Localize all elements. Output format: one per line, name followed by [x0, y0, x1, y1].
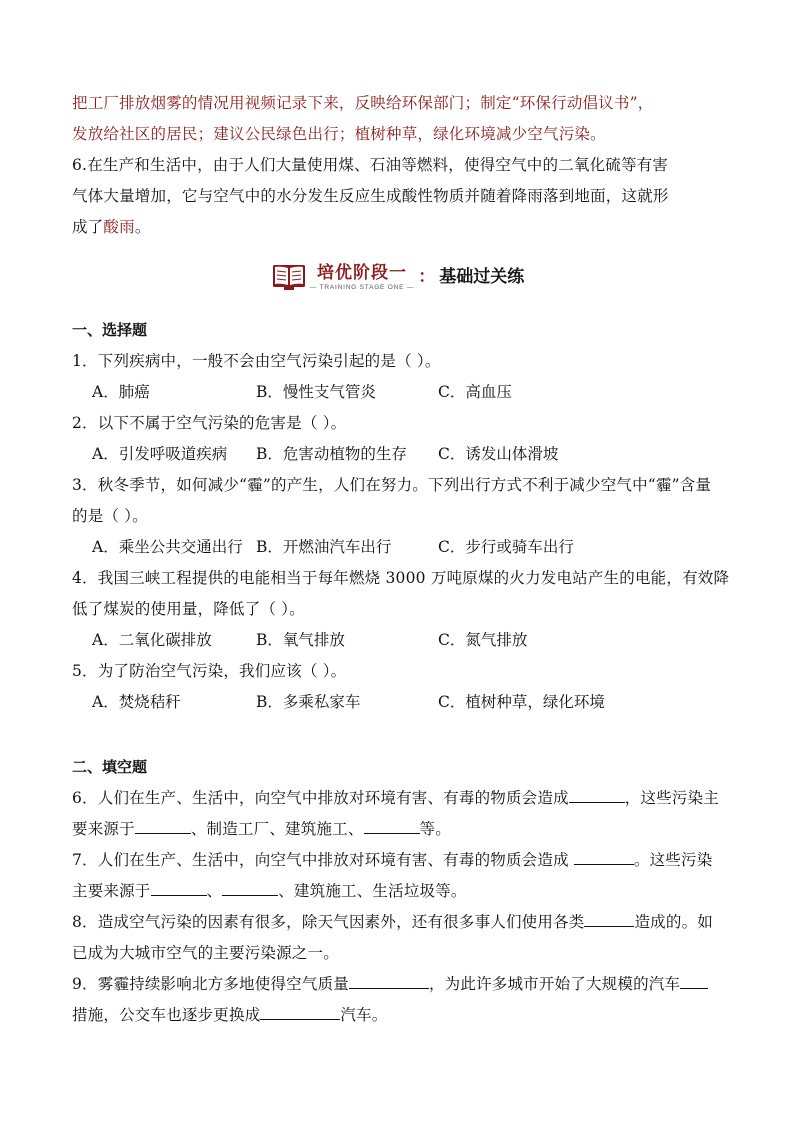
stage-colon: ： — [418, 267, 436, 287]
fq7-blank-3[interactable] — [222, 879, 278, 896]
question-4: 4．我国三峡工程提供的电能相当于每年燃烧 3000 万吨原煤的火力发电站产生的电能，有效降 — [72, 569, 730, 587]
fq6-part3: 要来源于 — [72, 820, 135, 838]
fill-question-9-cont — [72, 1000, 724, 1031]
question-3-options — [72, 532, 724, 563]
fq7-blank-2[interactable] — [151, 879, 207, 896]
fq6-part2: ，这些污染主 — [624, 789, 719, 807]
q5-option-c[interactable]: C．植树种草，绿化环境 — [438, 693, 605, 711]
stage-subtitle: — TRAINING STAGE ONE — — [309, 283, 415, 291]
fq7-blank-1[interactable] — [574, 848, 634, 865]
section-gap — [72, 718, 724, 746]
q3-option-a[interactable]: A．乘坐公共交通出行 — [92, 538, 243, 556]
q5-option-a[interactable]: A．焚烧秸秆 — [92, 693, 181, 711]
fq6-part1: 6．人们在生产、生活中，向空气中排放对环境有害、有毒的物质会造成 — [72, 789, 569, 807]
q6-answer-line-1: 6.在生产和生活中，由于人们大量使用煤、石油等燃料，使得空气中的二氧化硫等有害 — [72, 156, 669, 174]
fill-question-8-cont: 已成为大城市空气的主要污染源之一。 — [72, 944, 339, 962]
q2-option-b[interactable]: B．危害动植物的生存 — [256, 445, 407, 463]
worksheet-page — [72, 88, 730, 1031]
fq7-part1: 7．人们在生产、生活中，向空气中排放对环境有害、有毒的物质会造成 — [72, 851, 574, 869]
intro-line-1: 把工厂排放烟雾的情况用视频记录下来，反映给环保部门；制定“环保行动倡议书”， — [72, 94, 654, 112]
fq9-blank-1[interactable] — [349, 972, 429, 989]
question-3-cont: 的是（ ）。 — [72, 507, 148, 525]
fq7-part3: 主要来源于 — [72, 882, 151, 900]
q6-answer-line-2: 气体大量增加，它与空气中的水分发生反应生成酸性物质并随着降雨落到地面，这就形 — [72, 187, 669, 205]
fq6-blank-3[interactable] — [364, 817, 420, 834]
question-1: 1．下列疾病中，一般不会由空气污染引起的是（ ）。 — [72, 352, 441, 370]
stage-header — [72, 257, 724, 297]
fill-question-9 — [72, 969, 724, 1000]
stage-title: 培优阶段一 — [317, 262, 407, 283]
fill-question-7-cont — [72, 876, 724, 907]
q4-option-a[interactable]: A．二氧化碳排放 — [92, 631, 212, 649]
fq9-blank-3[interactable] — [260, 1003, 340, 1020]
fq9-part4: 汽车。 — [340, 1006, 388, 1024]
fill-question-7 — [72, 845, 724, 876]
fq7-part5: 、建筑施工、生活垃圾等。 — [278, 882, 467, 900]
fq9-part3: 措施，公交车也逐步更换成 — [72, 1006, 261, 1024]
fill-question-8 — [72, 907, 724, 938]
question-3: 3．秋冬季节，如何减少“霾”的产生，人们在努力。下列出行方式不利于减少空气中“霾”含量 — [72, 476, 712, 494]
question-2: 2．以下不属于空气污染的危害是（ ）。 — [72, 414, 347, 432]
question-2-options — [72, 439, 724, 470]
question-5: 5．为了防治空气污染，我们应该（ ）。 — [72, 662, 347, 680]
question-1-options — [72, 377, 724, 408]
fq6-part5: 等。 — [419, 820, 451, 838]
fq7-part2: 。这些污染 — [633, 851, 713, 869]
fq9-part1: 9．雾霾持续影响北方多地使得空气质量 — [72, 975, 349, 993]
fq6-blank-1[interactable] — [569, 786, 625, 803]
question-4-options — [72, 625, 724, 656]
fq7-part4: 、 — [206, 882, 223, 900]
fq8-part1: 8．造成空气污染的因素有很多，除天气因素外，还有很多事人们使用各类 — [72, 913, 585, 931]
q6-line3-suffix: 。 — [134, 218, 151, 236]
intro-line-2: 发放给社区的居民；建议公民绿色出行；植树种草，绿化环境减少空气污染。 — [72, 125, 606, 143]
q5-option-b[interactable]: B．多乘私家车 — [256, 693, 361, 711]
section-fill-title: 二、填空题 — [72, 758, 148, 776]
stage-suffix: 基础过关练 — [439, 267, 525, 287]
q4-option-b[interactable]: B．氧气排放 — [256, 631, 345, 649]
q6-line3-prefix: 成了 — [72, 218, 104, 236]
question-4-cont: 低了煤炭的使用量，降低了（ ）。 — [72, 600, 305, 618]
fill-question-6-cont — [72, 814, 724, 845]
q2-option-c[interactable]: C．诱发山体滑坡 — [438, 445, 559, 463]
fq9-part2: ，为此许多城市开始了大规模的汽车 — [428, 975, 681, 993]
q1-option-c[interactable]: C．高血压 — [438, 383, 512, 401]
stage-badge — [272, 263, 524, 292]
question-5-options — [72, 687, 724, 718]
fq8-blank-1[interactable] — [584, 910, 634, 927]
fq9-blank-2[interactable] — [680, 972, 708, 989]
q3-option-b[interactable]: B．开燃油汽车出行 — [256, 538, 392, 556]
q3-option-c[interactable]: C．步行或骑车出行 — [438, 538, 574, 556]
fq6-part4: 、制造工厂、建筑施工、 — [190, 820, 364, 838]
q1-option-b[interactable]: B．慢性支气管炎 — [256, 383, 376, 401]
fill-question-6 — [72, 783, 724, 814]
book-icon — [272, 263, 306, 291]
q2-option-a[interactable]: A．引发呼吸道疾病 — [92, 445, 228, 463]
fq6-blank-2[interactable] — [135, 817, 191, 834]
section-choice-title: 一、选择题 — [72, 321, 148, 339]
q1-option-a[interactable]: A．肺癌 — [92, 383, 150, 401]
q6-answer-line-3 — [72, 212, 724, 243]
q4-option-c[interactable]: C．氮气排放 — [438, 631, 528, 649]
q6-answer-word: 酸雨 — [103, 218, 135, 236]
fq8-part2: 造成的。如 — [634, 913, 713, 931]
stage-title-box — [310, 263, 414, 292]
